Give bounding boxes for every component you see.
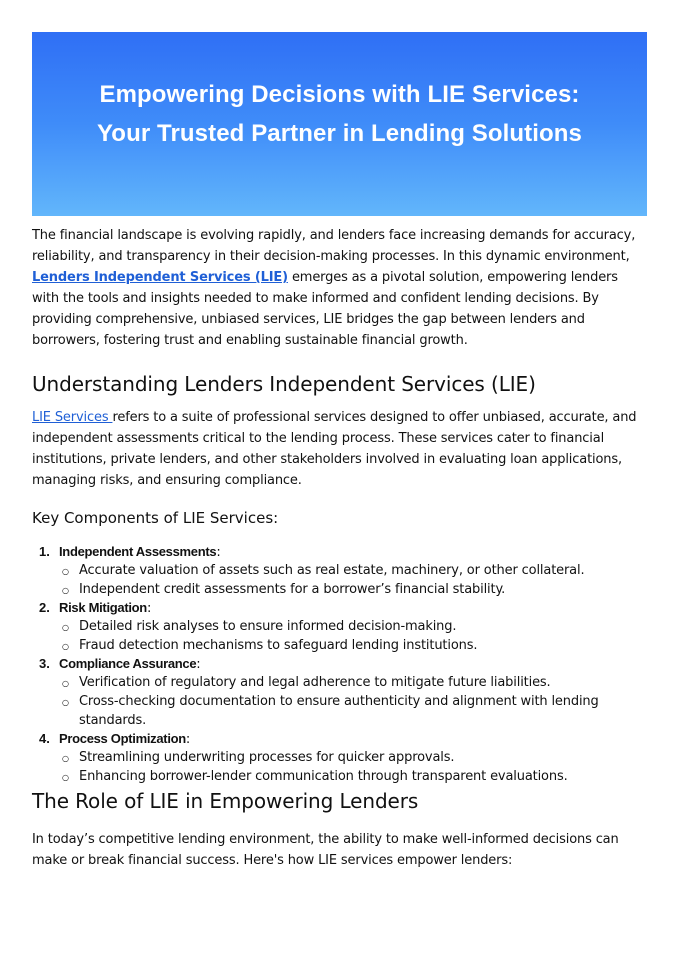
list-number: 1. bbox=[39, 544, 50, 559]
list-item-title: Compliance Assurance bbox=[59, 656, 197, 671]
list-item-colon: : bbox=[216, 545, 221, 560]
circle-bullet-icon: ○ bbox=[62, 679, 69, 688]
list-item-title: Risk Mitigation bbox=[59, 600, 147, 615]
hero-banner bbox=[32, 32, 647, 216]
sub-item-text: Detailed risk analyses to ensure informed decision-making. bbox=[79, 619, 457, 634]
list-number: 2. bbox=[39, 600, 50, 615]
sub-list-item bbox=[32, 636, 644, 655]
role-paragraph: In today’s competitive lending environment, the ability to make well-informed decisions can make or break financial success. Here's how LIE services empower lenders: bbox=[32, 832, 619, 868]
sub-list-item bbox=[32, 748, 644, 767]
circle-bullet-icon: ○ bbox=[62, 642, 69, 651]
circle-bullet-icon: ○ bbox=[62, 754, 69, 763]
sub-item-text: Accurate valuation of assets such as real estate, machinery, or other collateral. bbox=[79, 563, 585, 578]
list-item-colon: : bbox=[185, 732, 191, 747]
list-item-colon: : bbox=[196, 657, 201, 672]
article-body bbox=[32, 224, 644, 871]
list-item-colon: : bbox=[146, 601, 152, 616]
banner-title-line-2: Your Trusted Partner in Lending Solutions bbox=[96, 120, 582, 147]
sub-item-text: Fraud detection mechanisms to safeguard lending institutions. bbox=[79, 638, 478, 653]
sub-list-item bbox=[32, 673, 644, 692]
heading-understanding-lie: Understanding Lenders Independent Services (LIE) bbox=[32, 372, 536, 396]
intro-text-end: emerges as a pivotal solution, empowering lenders with the tools and insights needed to make informed and confident lending decisions. By providing comprehensive, unbiased services, LIE bridges the gap between lenders and borrowers, fostering trust and enabling sustainable financial growth. bbox=[32, 270, 618, 348]
intro-text-start: The financial landscape is evolving rapidly, and lenders face increasing demands for accuracy, reliability, and transparency in their decision-making processes. In this dynamic environment, bbox=[32, 228, 636, 264]
circle-bullet-icon: ○ bbox=[62, 567, 69, 576]
circle-bullet-icon: ○ bbox=[62, 773, 69, 782]
sub-item-text: Streamlining underwriting processes for quicker approvals. bbox=[79, 750, 455, 765]
lie-services-text: refers to a suite of professional services designed to offer unbiased, accurate, and independent assessments critical to the lending process. These services cater to financial institutions, private lenders, and other stakeholders involved in evaluating loan applications, managing risks, and ensuring compliance. bbox=[32, 410, 637, 488]
sub-item-text: Independent credit assessments for a borrower’s financial stability. bbox=[79, 582, 506, 597]
lie-link-bold[interactable]: Lenders Independent Services (LIE) bbox=[32, 270, 288, 285]
sub-list-item bbox=[32, 617, 644, 636]
sub-list-item bbox=[32, 580, 644, 599]
intro-paragraph bbox=[32, 225, 644, 351]
list-item-title: Process Optimization bbox=[59, 731, 186, 746]
list-number: 4. bbox=[39, 731, 50, 746]
list-item-3 bbox=[32, 655, 644, 673]
list-item-2 bbox=[32, 599, 644, 617]
sub-list-item bbox=[32, 692, 644, 730]
key-components-list bbox=[32, 543, 644, 786]
sub-item-text: Verification of regulatory and legal adherence to mitigate future liabilities. bbox=[79, 675, 551, 690]
lie-services-paragraph bbox=[32, 407, 644, 491]
circle-bullet-icon: ○ bbox=[62, 698, 69, 707]
heading-key-components: Key Components of LIE Services: bbox=[32, 509, 279, 527]
circle-bullet-icon: ○ bbox=[62, 586, 69, 595]
list-item-title: Independent Assessments bbox=[59, 544, 217, 559]
list-item-1 bbox=[32, 543, 644, 561]
circle-bullet-icon: ○ bbox=[62, 623, 69, 632]
sub-item-text: Enhancing borrower-lender communication through transparent evaluations. bbox=[79, 769, 568, 784]
heading-role-of-lie: The Role of LIE in Empowering Lenders bbox=[32, 789, 419, 813]
banner-title-line-1: Empowering Decisions with LIE Services: bbox=[99, 81, 580, 108]
sub-item-text: Cross-checking documentation to ensure authenticity and alignment with lending standards. bbox=[79, 694, 599, 728]
sub-list-item bbox=[32, 561, 644, 580]
list-item-4 bbox=[32, 730, 644, 748]
list-number: 3. bbox=[39, 656, 50, 671]
sub-list-item bbox=[32, 767, 644, 786]
lie-services-link[interactable]: LIE Services bbox=[32, 410, 113, 425]
